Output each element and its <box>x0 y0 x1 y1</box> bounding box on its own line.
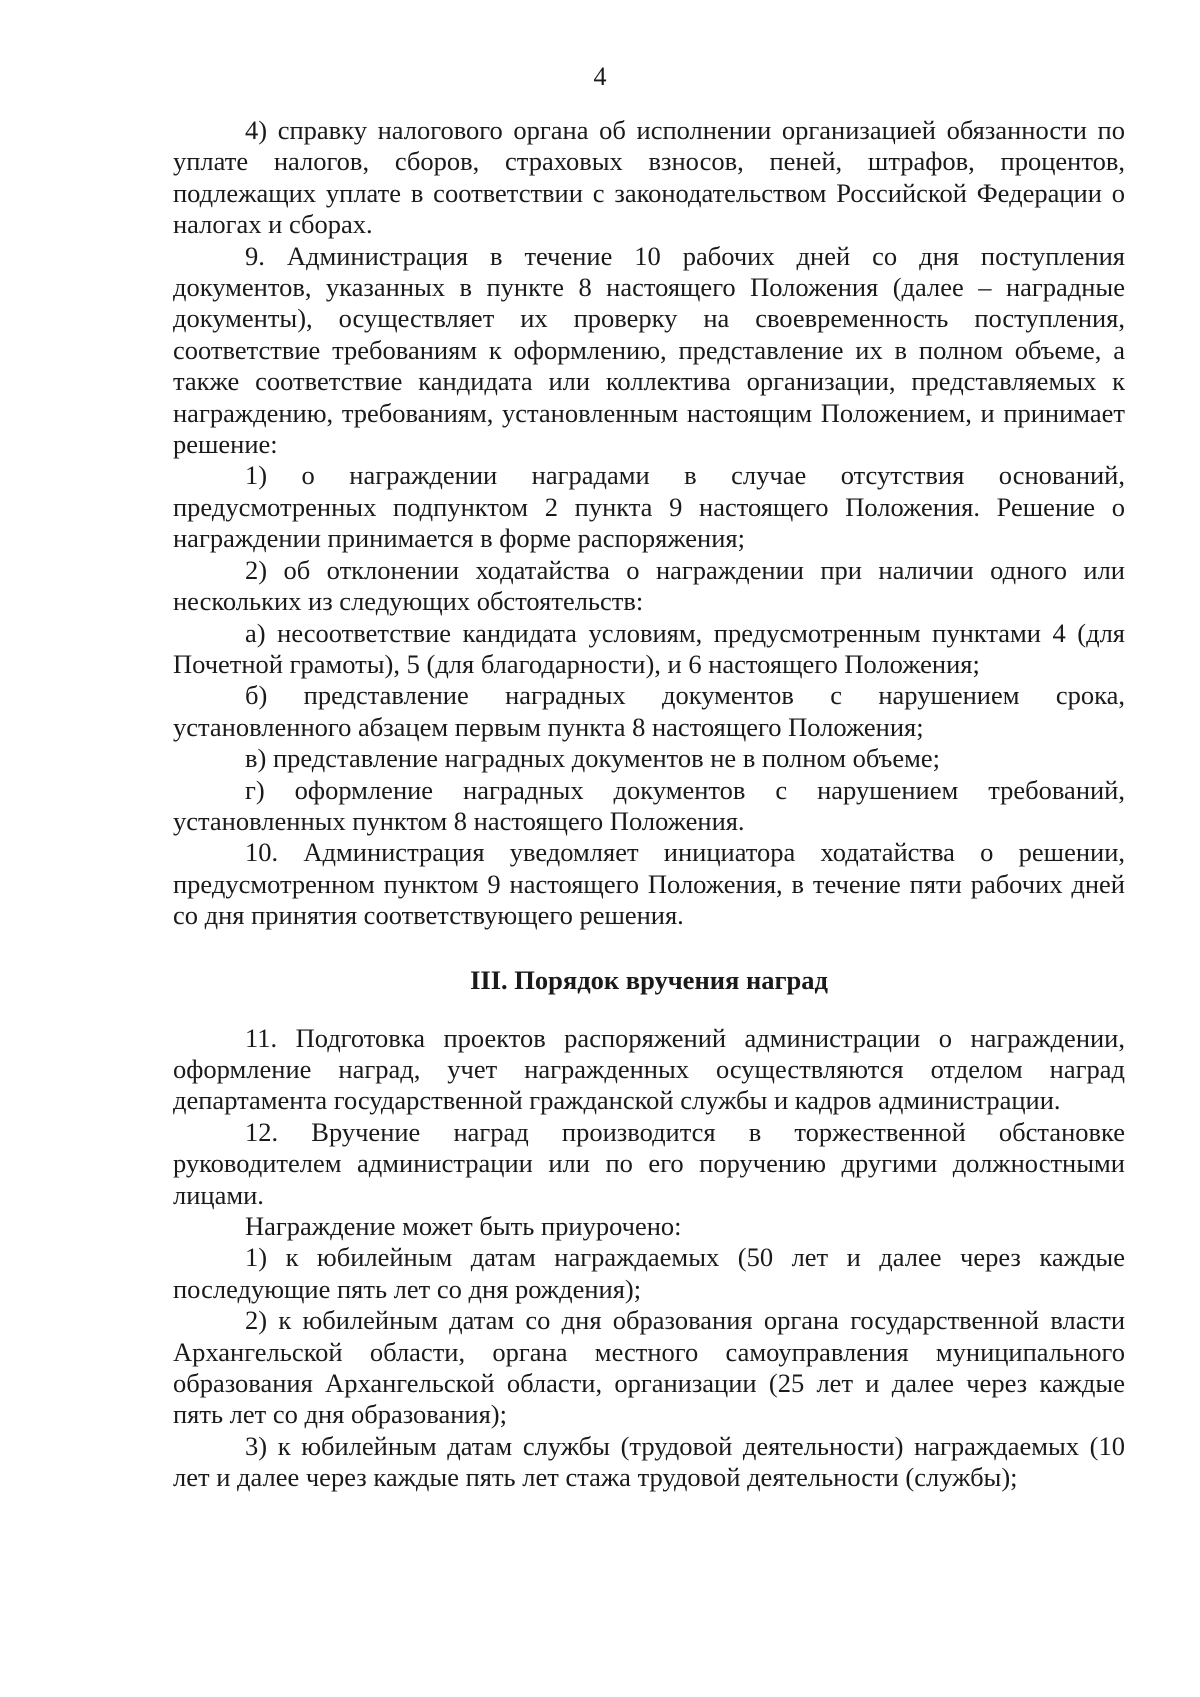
page-number: 4 <box>593 62 607 91</box>
award-timing-intro: Награждение может быть приурочено: <box>245 1211 682 1241</box>
rejection-reason-b: б) представление наградных документов с нарушением срока, установленного абзацем первым пункта 8 настоящего Положения; <box>173 680 1125 742</box>
rejection-reason-c: в) представление наградных документов не в полном объеме; <box>245 743 941 774</box>
clause-11-preparation: 11. Подготовка проектов распоряжений администрации о награждении, оформление наград, учет награжденных осуществляются отделом наград департамента государственной гражданской службы и кадров администрации. <box>173 1022 1125 1116</box>
rejection-reason-a: а) несоответствие кандидата условиям, предусмотренным пунктами 4 (для Почетной грамоты), 5 (для благодарности), и 6 настоящего Положения; <box>173 617 1125 679</box>
clause-9-subitem-1-award-decision: 1) о награждении наградами в случае отсутствия оснований, предусмотренных подпунктом 2 пункта 9 настоящего Положения. Решение о награждении принимается в форме распоряжения; <box>173 460 1125 554</box>
rejection-reason-d: г) оформление наградных документов с нарушением требований, установленных пунктом 8 настоящего Положения. <box>173 774 1125 836</box>
award-timing-item-2: 2) к юбилейным датам со дня образования органа государственной власти Архангельской области, органа местного самоуправления муниципального образования Архангельской области, организации (25 лет и далее через каждые пять лет со дня образования); <box>173 1305 1125 1430</box>
clause-9-administration-review: 9. Администрация в течение 10 рабочих дней со дня поступления документов, указанных в пункте 8 настоящего Положения (далее – наградные документы), осуществляет их проверку на своевременность поступления, соответствие требованиям к оформлению, представление их в полном объеме, а также соответствие кандидата или коллектива организации, представляемых к награждению, требованиям, установленным настоящим Положением, и принимает решение: <box>173 240 1125 460</box>
section-heading: III. Порядок вручения наград <box>470 964 828 995</box>
award-timing-item-1: 1) к юбилейным датам награждаемых (50 лет и далее через каждые последующие пять лет со дня рождения); <box>173 1242 1125 1304</box>
clause-9-subitem-2-rejection: 2) об отклонении ходатайства о награждении при наличии одного или нескольких из следующих обстоятельств: <box>173 554 1125 617</box>
subitem-4-tax-certificate: 4) справку налогового органа об исполнении организацией обязанности по уплате налогов, сборов, страховых взносов, пеней, штрафов, процентов, подлежащих уплате в соответствии с законодательством Российской Федерации о налогах и сборах. <box>173 115 1125 240</box>
award-timing-item-3: 3) к юбилейным датам службы (трудовой деятельности) награждаемых (10 лет и далее через каждые пять лет стажа трудовой деятельности (службы); <box>173 1430 1125 1493</box>
document-body <box>173 115 1125 1494</box>
clause-10-notification: 10. Администрация уведомляет инициатора ходатайства о решении, предусмотренном пунктом 9 настоящего Положения, в течение пяти рабочих дней со дня принятия соответствующего решения. <box>173 837 1125 931</box>
clause-12-ceremony: 12. Вручение наград производится в торжественной обстановке руководителем администрации или по его поручению другими должностными лицами. <box>173 1116 1125 1210</box>
